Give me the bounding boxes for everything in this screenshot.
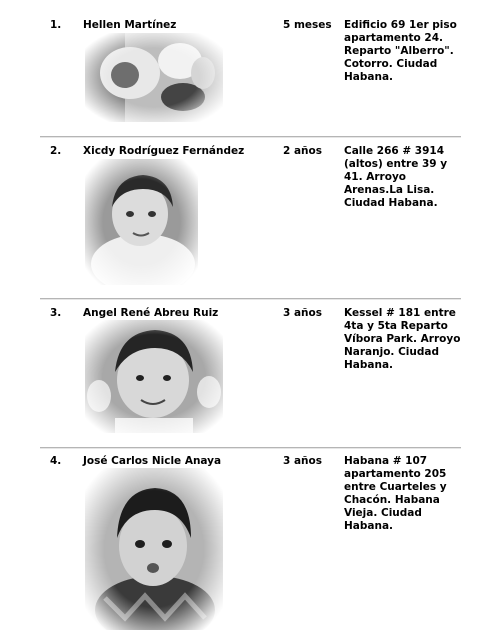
child-address: Edificio 69 1er piso apartamento 24. Reparto "Alberro". Cotorro. Ciudad Habana. bbox=[344, 19, 457, 83]
child-photo bbox=[85, 468, 223, 630]
divider bbox=[40, 298, 461, 300]
child-photo bbox=[85, 159, 198, 285]
child-photo bbox=[85, 320, 223, 433]
child-age: 2 años bbox=[283, 145, 322, 157]
entry-number: 4. bbox=[50, 455, 62, 467]
entry-number: 2. bbox=[50, 145, 62, 157]
child-address: Kessel # 181 entre 4ta y 5ta Reparto Víbora Park. Arroyo Naranjo. Ciudad Habana. bbox=[344, 307, 461, 371]
entry-number: 1. bbox=[50, 19, 62, 31]
child-photo bbox=[85, 33, 223, 122]
entry-number: 3. bbox=[50, 307, 62, 319]
child-age: 3 años bbox=[283, 307, 322, 319]
child-address: Habana # 107 apartamento 205 entre Cuarteles y Chacón. Habana Vieja. Ciudad Habana. bbox=[344, 455, 447, 532]
child-address: Calle 266 # 3914 (altos) entre 39 y 41. Arroyo Arenas.La Lisa. Ciudad Habana. bbox=[344, 145, 448, 209]
divider bbox=[40, 447, 461, 449]
child-name: Angel René Abreu Ruiz bbox=[83, 307, 219, 319]
child-age: 3 años bbox=[283, 455, 322, 467]
child-name: Hellen Martínez bbox=[83, 19, 177, 31]
child-age: 5 meses bbox=[283, 19, 332, 31]
divider bbox=[40, 136, 461, 138]
child-name: Xicdy Rodríguez Fernández bbox=[83, 145, 245, 157]
child-name: José Carlos Nicle Anaya bbox=[83, 455, 222, 467]
